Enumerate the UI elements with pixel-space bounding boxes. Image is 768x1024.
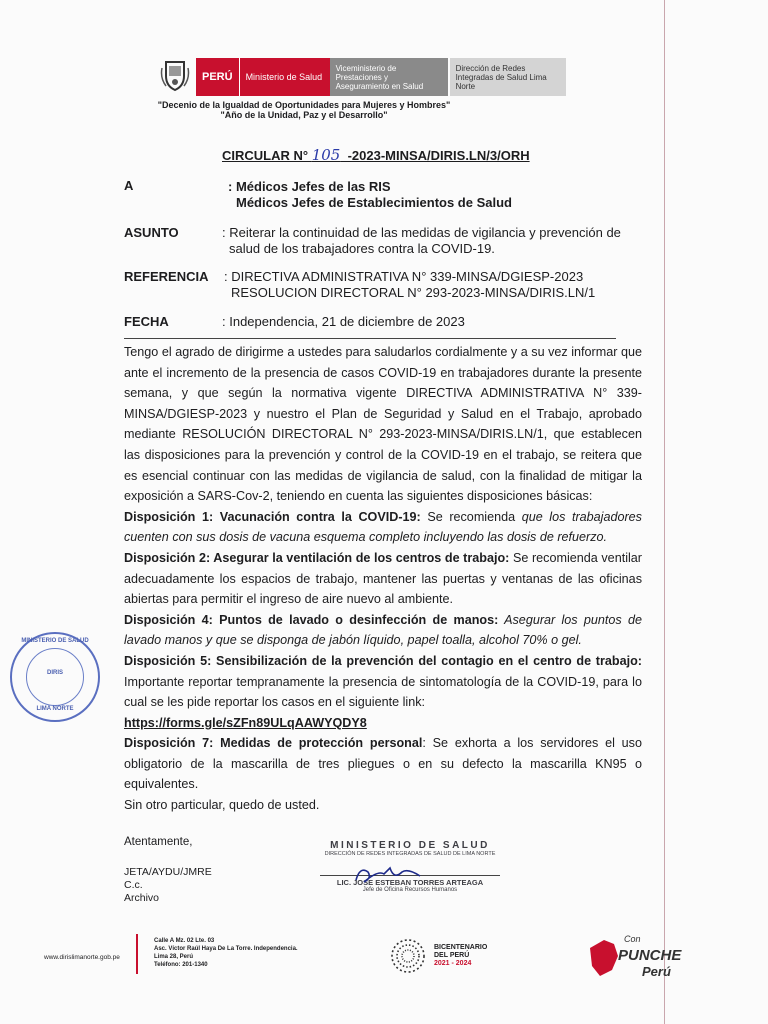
bicent-line-2: DEL PERÚ xyxy=(434,952,470,959)
address-line-3: Lima 28, Perú xyxy=(154,954,194,960)
field-a-line1: : Médicos Jefes de las RIS xyxy=(228,179,391,194)
svg-text:PUNCHE: PUNCHE xyxy=(618,947,682,964)
circular-handwritten-number: 105 xyxy=(311,146,341,164)
footer-website: www.dirislimanorte.gob.pe xyxy=(44,954,120,961)
stamp-name: LIC. JOSE ESTEBAN TORRES ARTEAGA xyxy=(336,878,484,887)
disposition-4 xyxy=(124,610,642,651)
footer-divider xyxy=(136,934,138,974)
circular-title xyxy=(222,146,530,164)
disposition-2-title: Disposición 2: Asegurar la ventilación de los centros de trabajo: xyxy=(124,550,510,565)
field-referencia-label: REFERENCIA xyxy=(124,269,209,284)
disposition-4-title: Disposición 4: Puntos de lavado o desinfección de manos: xyxy=(124,612,499,627)
initials-line: JETA/AYDU/JMRE xyxy=(124,866,212,878)
disposition-1-title: Disposición 1: Vacunación contra la COVID-19: xyxy=(124,509,421,524)
disposition-5-text: Importante reportar tempranamente la presencia de sintomatología de la COVID-19, para lo cual se les pide reportar los casos en el siguiente link: xyxy=(124,674,642,710)
stamp-direction: DIRECCIÓN DE REDES INTEGRADAS DE SALUD DE LIMA NORTE xyxy=(324,851,496,857)
bicentenario-logo xyxy=(388,936,487,976)
decenio-motto: "Decenio de la Igualdad de Oportunidades para Mujeres y Hombres" xyxy=(157,100,451,110)
direction-label: Dirección de Redes Integradas de Salud Lima Norte xyxy=(450,58,566,96)
seal-stamp-icon: MINISTERIO DE SALUD DIRIS LIMA NORTE xyxy=(10,632,100,722)
year-motto: "Año de la Unidad, Paz y el Desarrollo" xyxy=(220,110,388,120)
footer-address xyxy=(154,937,298,969)
field-fecha-label: FECHA xyxy=(124,314,169,329)
archivo-label: Archivo xyxy=(124,892,160,904)
disposition-7-title: Disposición 7: Medidas de protección personal xyxy=(124,736,423,751)
field-asunto-line2: salud de los trabajadores contra la COVID-19. xyxy=(229,241,495,256)
svg-text:Con: Con xyxy=(624,934,641,944)
coat-of-arms-icon xyxy=(160,58,190,92)
field-referencia-line2: RESOLUCION DIRECTORAL N° 293-2023-MINSA/DIRIS.LN/1 xyxy=(231,285,596,300)
disposition-7 xyxy=(124,733,642,795)
official-signature-stamp xyxy=(320,840,500,893)
field-asunto-label: ASUNTO xyxy=(124,225,179,240)
disposition-7-text: : Se exhorta a los servidores el uso obligatorio de la mascarilla de tres pliegues o en su defecto la mascarilla KN95 o equivalentes. xyxy=(124,736,642,792)
field-asunto-line1: : Reiterar la continuidad de las medidas de vigilancia y prevención de xyxy=(222,225,621,240)
field-referencia-line1: : DIRECTIVA ADMINISTRATIVA N° 339-MINSA/DGIESP-2023 xyxy=(224,269,584,284)
field-a-label: A xyxy=(124,178,134,193)
viceministry-label: Viceministerio de Prestaciones y Aseguramiento en Salud xyxy=(330,58,448,96)
con-punche-peru-logo xyxy=(584,926,688,986)
bicent-line-3: 2021 - 2024 xyxy=(434,960,472,967)
letter-body xyxy=(124,342,642,816)
header-logo-bar xyxy=(160,58,566,96)
cc-label: C.c. xyxy=(124,879,143,891)
address-line-2: Asc. Víctor Raúl Haya De La Torre. Independencia. xyxy=(154,946,298,952)
peru-label: PERÚ xyxy=(196,58,240,96)
disposition-1-text: Se recomienda xyxy=(420,509,522,524)
report-form-link[interactable]: https://forms.gle/sZFn89ULqAAWYQDY8 xyxy=(124,715,367,730)
circular-prefix: CIRCULAR N° xyxy=(222,148,312,163)
field-fecha-value: : Independencia, 21 de diciembre de 2023 xyxy=(222,314,465,329)
disposition-5-title: Disposición 5: Sensibilización de la prevención del contagio en el centro de trabajo: xyxy=(124,653,642,668)
ministry-label: Ministerio de Salud xyxy=(245,72,323,82)
disposition-5 xyxy=(124,651,642,733)
disposition-2 xyxy=(124,548,642,610)
handwritten-signature-icon xyxy=(350,862,430,886)
circular-suffix: -2023-MINSA/DIRIS.LN/3/ORH xyxy=(340,148,530,163)
bicentenario-emblem-icon xyxy=(388,936,428,976)
stamp-ministry: MINISTERIO DE SALUD xyxy=(330,840,490,851)
disposition-1 xyxy=(124,507,642,548)
atentamente-label: Atentamente, xyxy=(124,836,193,848)
disposition-1-italic: que los trabajadores cuenten con sus dosis de vacuna esquema completo incluyendo las dosis de refuerzo. xyxy=(124,509,642,545)
stamp-role: Jefe de Oficina Recursos Humanos xyxy=(362,887,458,893)
svg-text:Perú: Perú xyxy=(642,964,671,979)
peru-minsa-logo xyxy=(196,58,330,96)
field-a-line2: Médicos Jefes de Establecimientos de Salud xyxy=(236,195,512,210)
address-line-4: Teléfono: 201-1340 xyxy=(154,962,208,968)
closing-line: Sin otro particular, quedo de usted. xyxy=(124,798,320,813)
page-edge-line xyxy=(664,0,665,1024)
disposition-4-text: Asegurar los puntos de lavado manos y que se disponga de jabón líquido, papel toalla, alcohol 70% o gel. xyxy=(124,612,642,648)
bicent-line-1: BICENTENARIO xyxy=(434,944,488,951)
address-line-1: Calle A Mz. 02 Lte. 03 xyxy=(154,938,215,944)
header-divider xyxy=(124,338,616,339)
disposition-2-text: Se recomienda ventilar adecuadamente los espacios de trabajo, mantener las puertas y ventanas de las oficinas abiertas para permitir el ingreso de aire nuevo al ambiente. xyxy=(124,550,642,607)
intro-paragraph: Tengo el agrado de dirigirme a ustedes para saludarlos cordialmente y a su vez informar que ante el incremento de la presencia de casos COVID-19 en trabajadores durante la presente semana, y que según la normativa vigente DIRECTIVA ADMINISTRATIVA N° 339-MINSA/DGIESP-2023 y nuestro el Plan de Seguridad y Salud en el Trabajo, aprobado mediante RESOLUCIÓN DIRECTORAL N° 293-2023-MINSA/DIRIS.LN/1, que establecen las disposiciones para la prevención y control de la COVID-19 en el trabajo, se reitera que es esencial continuar con las medidas de vigilancia de salud, con la finalidad de mitigar la exposición a SARS-Cov-2, teniendo en cuenta las siguientes disposiciones básicas: xyxy=(124,345,642,504)
